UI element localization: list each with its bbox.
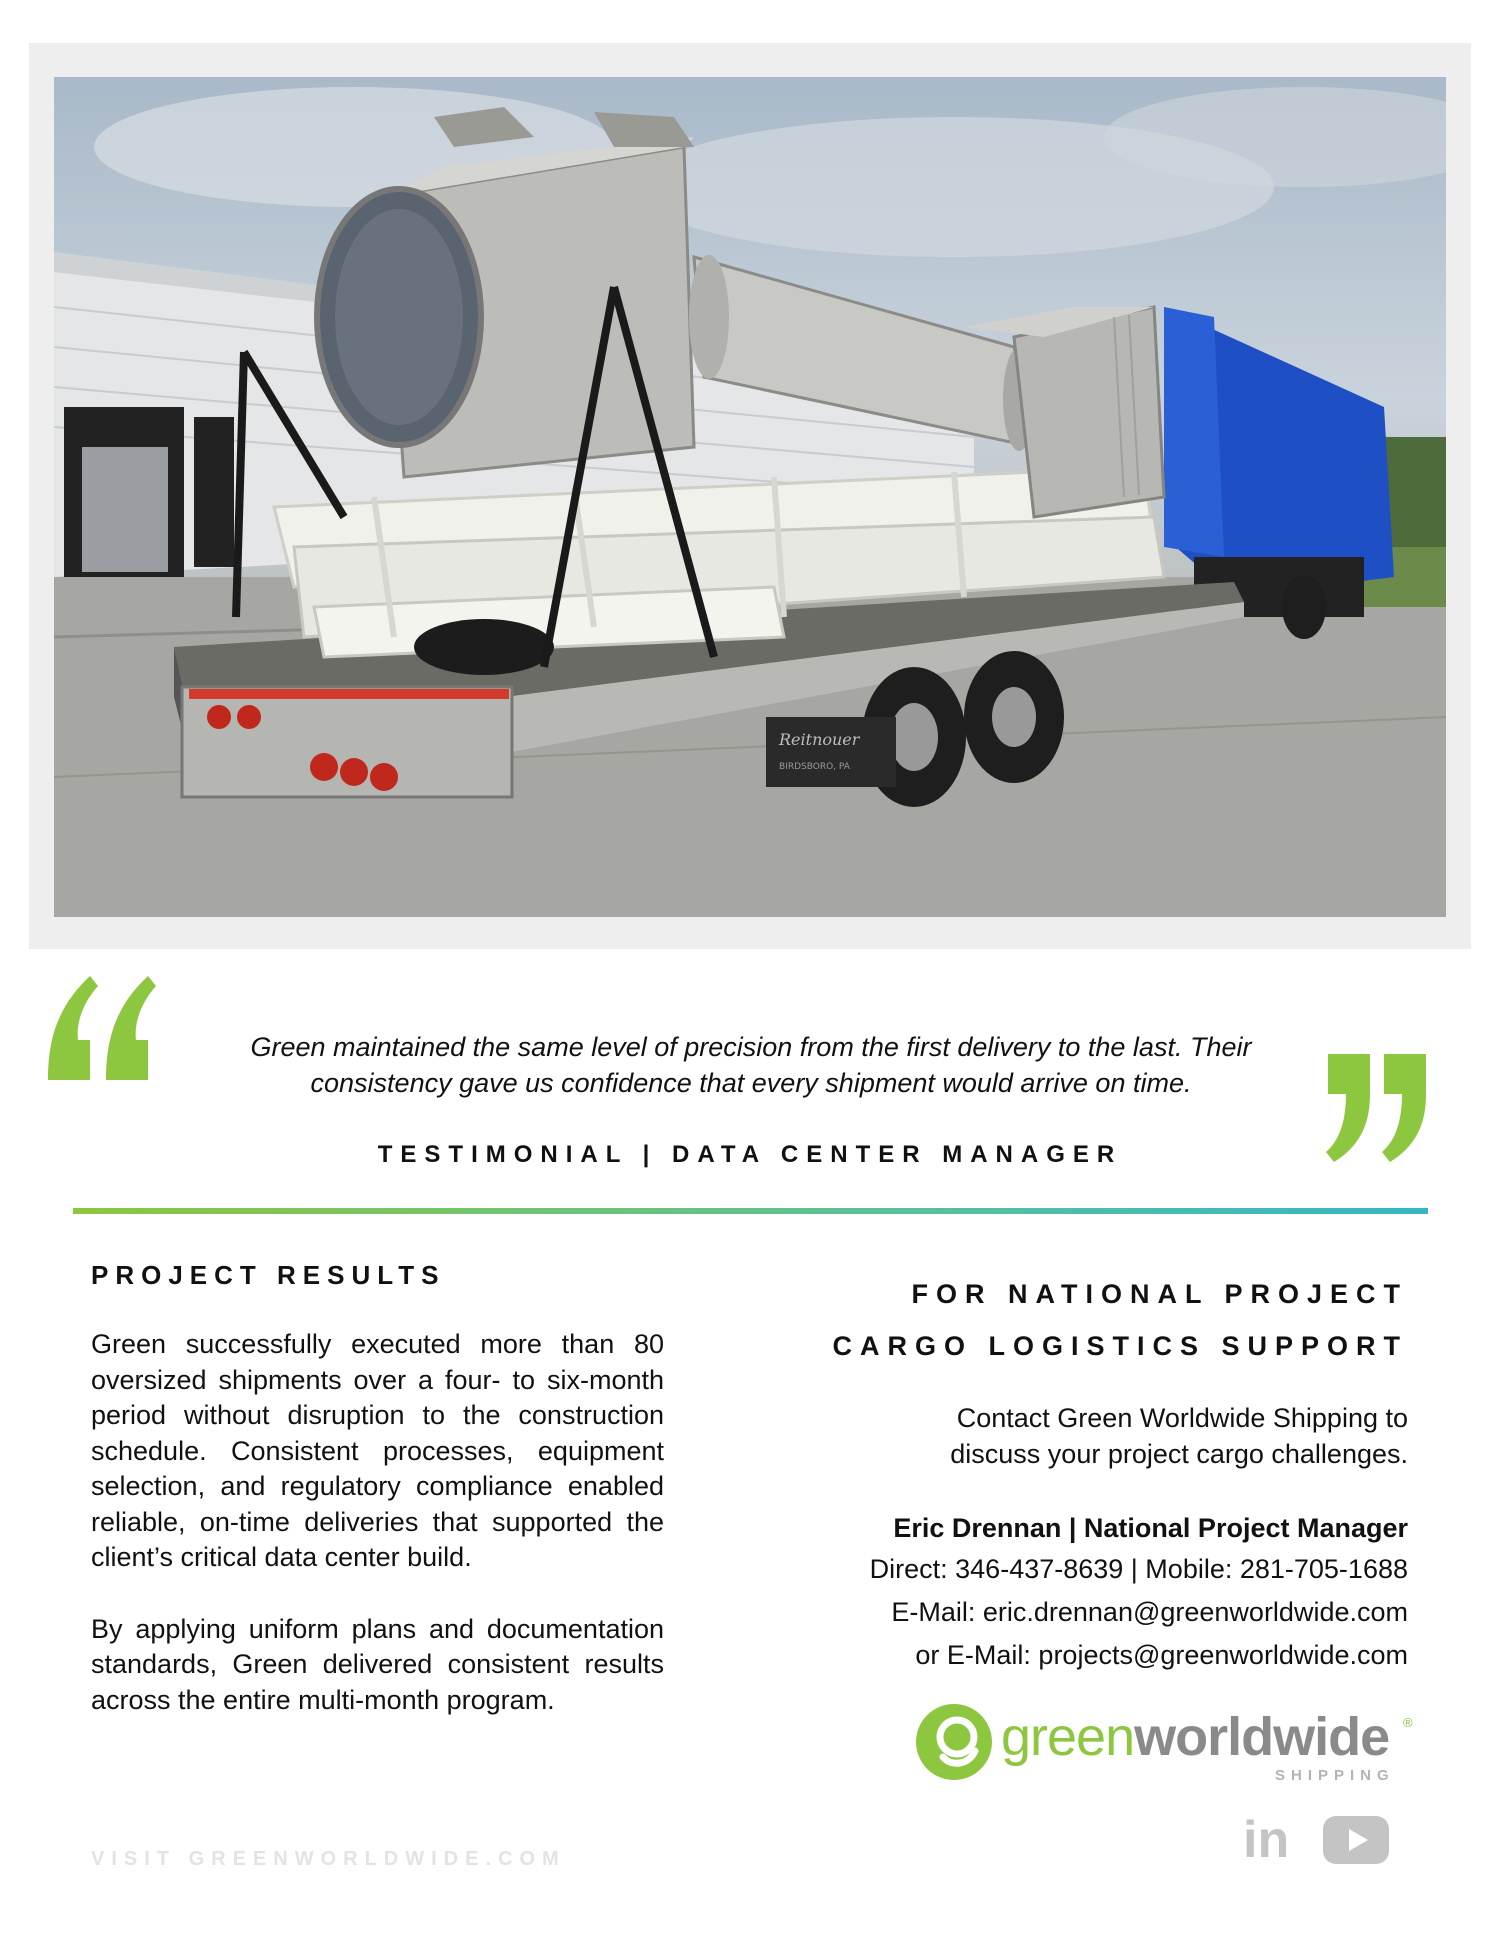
- testimonial-quote: [120, 1029, 1382, 1101]
- logo-wordmark-green: green: [1001, 1707, 1135, 1767]
- contact-intro-line-2: discuss your project cargo challenges.: [950, 1439, 1408, 1469]
- contact-heading-line-1: FOR NATIONAL PROJECT: [911, 1279, 1408, 1309]
- trailer-location-label: BIRDSBORO, PA: [779, 762, 850, 772]
- logo-mark-icon: [913, 1701, 995, 1783]
- linkedin-label: in: [1243, 1811, 1290, 1869]
- results-paragraph-1: Green successfully executed more than 80 oversized shipments over a four- to six-month period without disruption to the construction schedule. Consistent processes, equipment selection, and regulatory compliance enabled reliable, on-time deliveries that supported the client’s critical data center build.: [91, 1329, 664, 1572]
- close-quote-icon: [1318, 1046, 1436, 1166]
- contact-email-primary[interactable]: E-Mail: eric.drennan@greenworldwide.com: [891, 1597, 1408, 1627]
- contact-heading-line-2: CARGO LOGISTICS SUPPORT: [832, 1331, 1408, 1361]
- contact-email-projects[interactable]: or E-Mail: projects@greenworldwide.com: [915, 1640, 1408, 1670]
- cargo-photo: [54, 77, 1446, 917]
- testimonial-attribution: TESTIMONIAL | DATA CENTER MANAGER: [377, 1141, 1123, 1168]
- youtube-icon[interactable]: [1323, 1816, 1389, 1864]
- quote-line-1: Green maintained the same level of precision from the first delivery to the last. Their: [250, 1032, 1252, 1062]
- logo-wordmark: [1001, 1707, 1389, 1767]
- project-results-section: [91, 1260, 664, 1718]
- contact-intro-line-1: Contact Green Worldwide Shipping to: [956, 1403, 1408, 1433]
- results-paragraph-2: By applying uniform plans and documentation standards, Green delivered consistent results across the entire multi-month program.: [91, 1613, 664, 1715]
- quote-line-2: consistency gave us confidence that every shipment would arrive on time.: [310, 1068, 1192, 1098]
- contact-intro: [668, 1400, 1408, 1472]
- logo-subtitle: SHIPPING: [1275, 1767, 1395, 1784]
- logo-wordmark-worldwide: worldwide: [1134, 1707, 1390, 1767]
- logo-registered-mark: ®: [1403, 1715, 1413, 1730]
- gradient-divider: [73, 1208, 1428, 1214]
- company-logo[interactable]: [913, 1701, 1413, 1791]
- contact-phones[interactable]: Direct: 346-437-8639 | Mobile: 281-705-1688: [869, 1554, 1408, 1584]
- photo-frame: [29, 43, 1471, 949]
- visit-website-link[interactable]: VISIT GREENWORLDWIDE.COM: [91, 1848, 566, 1870]
- linkedin-icon[interactable]: [1243, 1812, 1303, 1868]
- contact-name: Eric Drennan | National Project Manager: [893, 1513, 1408, 1543]
- project-results-heading: PROJECT RESULTS: [91, 1260, 446, 1290]
- trailer-brand-label: Reitnouer: [779, 730, 860, 749]
- contact-section: [668, 1268, 1408, 1677]
- trailer-illustration: [54, 77, 1446, 917]
